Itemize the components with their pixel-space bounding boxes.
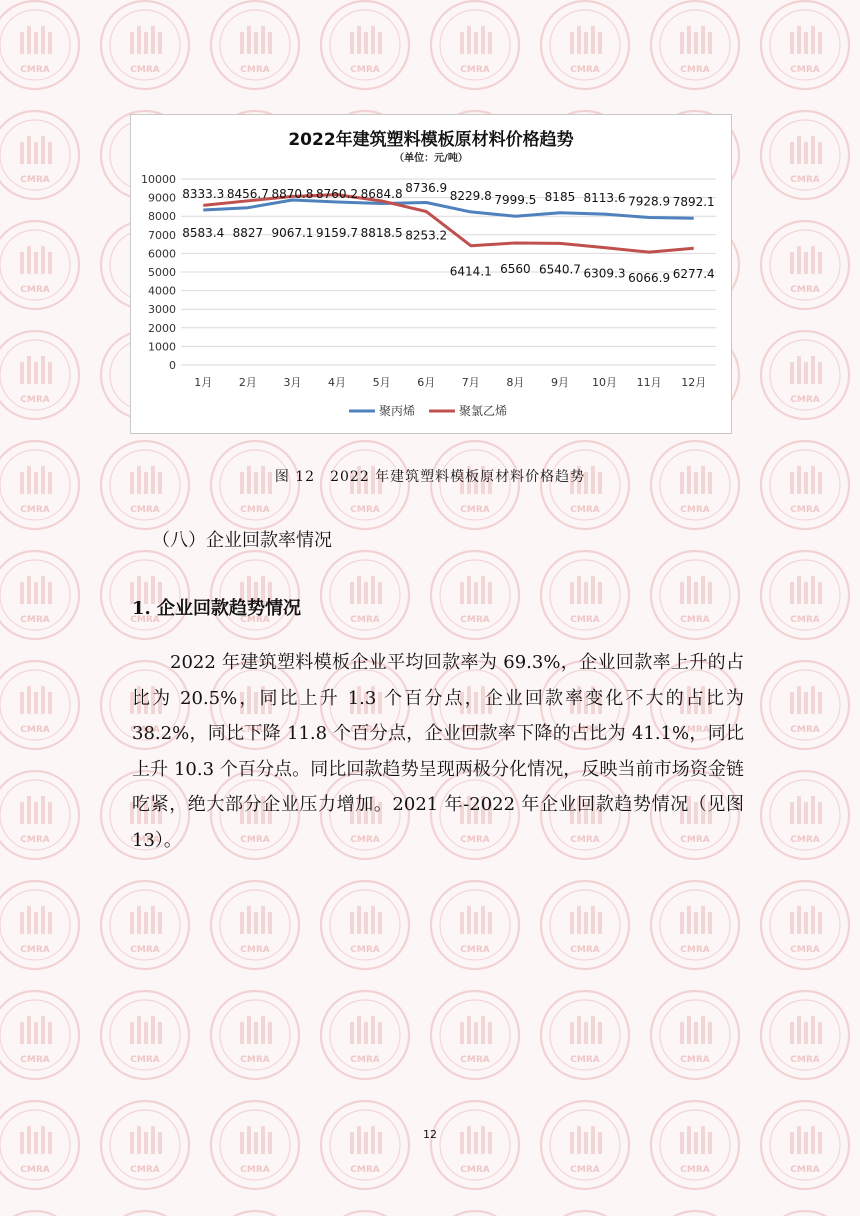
data-label: 8760.2 — [316, 187, 359, 201]
data-label: 8736.9 — [405, 181, 448, 195]
legend-label: 聚丙烯 — [379, 404, 416, 418]
x-axis-ticks — [194, 376, 706, 389]
data-label: 8818.5 — [360, 226, 403, 240]
data-label: 6540.7 — [538, 262, 581, 277]
section-heading: （八）企业回款率情况 — [152, 530, 332, 551]
y-tick-label: 0 — [169, 359, 176, 372]
chart-subtitle: （单位：元/吨） — [394, 153, 468, 164]
data-label: 6414.1 — [449, 264, 492, 279]
page-number: 12 — [423, 1128, 437, 1141]
y-tick-label: 1000 — [148, 340, 176, 354]
data-label: 8684.8 — [360, 187, 403, 201]
data-label: 8229.8 — [449, 188, 492, 203]
x-tick-label: 11月 — [636, 376, 662, 389]
data-label: 8185 — [544, 189, 576, 204]
chart-data-labels — [182, 181, 714, 285]
data-label: 9067.1 — [271, 226, 314, 240]
x-tick-label: 4月 — [328, 376, 347, 389]
legend-label: 聚氯乙烯 — [459, 404, 508, 418]
chart-title: 2022年建筑塑料模板原材料价格趋势 — [288, 130, 574, 150]
body-paragraph: 2022 年建筑塑料模板企业平均回款率为 69.3%，企业回款率上升的占比为 20.5%，同比上升 1.3 个百分点，企业回款率变化不大的占比为 38.2%，同比下降 11.8 个百分点，企业回款率下降的占比为 41.1%，同比上升 10.3 个百分点。同比回款趋势呈现两极分化情况，反映当前市场资金链吃紧，绝大部分企业压力增加。2021 年-2022 年企业回款趋势情况（见图 13）。 — [132, 652, 744, 851]
y-tick-label: 4000 — [148, 284, 176, 298]
data-label: 9159.7 — [316, 226, 359, 240]
y-tick-label: 7000 — [148, 228, 176, 242]
y-tick-label: 8000 — [148, 210, 176, 224]
data-label: 8253.2 — [405, 228, 448, 243]
price-trend-chart-svg — [131, 115, 731, 433]
y-tick-label: 3000 — [148, 303, 176, 317]
data-label: 8333.3 — [182, 187, 225, 201]
x-tick-label: 2月 — [238, 376, 257, 389]
data-label: 8583.4 — [182, 226, 225, 240]
data-label: 8456.7 — [226, 187, 269, 201]
data-label: 6277.4 — [672, 267, 715, 282]
data-label: 6309.3 — [583, 266, 626, 281]
data-label: 7928.9 — [628, 194, 671, 209]
y-tick-label: 6000 — [148, 247, 176, 261]
data-label: 8870.8 — [271, 187, 314, 201]
x-tick-label: 9月 — [550, 376, 569, 389]
y-axis-ticks — [141, 173, 176, 372]
chart-legend — [349, 403, 507, 418]
data-label: 8113.6 — [583, 191, 626, 206]
x-tick-label: 1月 — [194, 376, 213, 389]
data-label: 7999.5 — [494, 193, 537, 208]
sub-heading: 1. 企业回款趋势情况 — [132, 598, 302, 619]
price-trend-chart — [130, 114, 732, 434]
figure-caption: 图 12 2022 年建筑塑料模板原材料价格趋势 — [274, 469, 586, 485]
x-tick-label: 5月 — [372, 376, 391, 389]
y-tick-label: 5000 — [148, 266, 176, 279]
x-tick-label: 10月 — [592, 376, 618, 389]
data-label: 8827 — [232, 226, 264, 240]
y-tick-label: 2000 — [148, 321, 176, 335]
x-tick-label: 3月 — [283, 376, 302, 389]
y-tick-label: 9000 — [148, 191, 176, 205]
data-label: 6560 — [500, 261, 531, 276]
y-tick-label: 10000 — [141, 173, 176, 186]
x-tick-label: 7月 — [461, 376, 480, 389]
x-tick-label: 8月 — [506, 376, 525, 389]
x-tick-label: 12月 — [681, 376, 707, 389]
data-label: 7892.1 — [672, 195, 715, 210]
data-label: 6066.9 — [628, 271, 671, 286]
x-tick-label: 6月 — [417, 376, 436, 389]
